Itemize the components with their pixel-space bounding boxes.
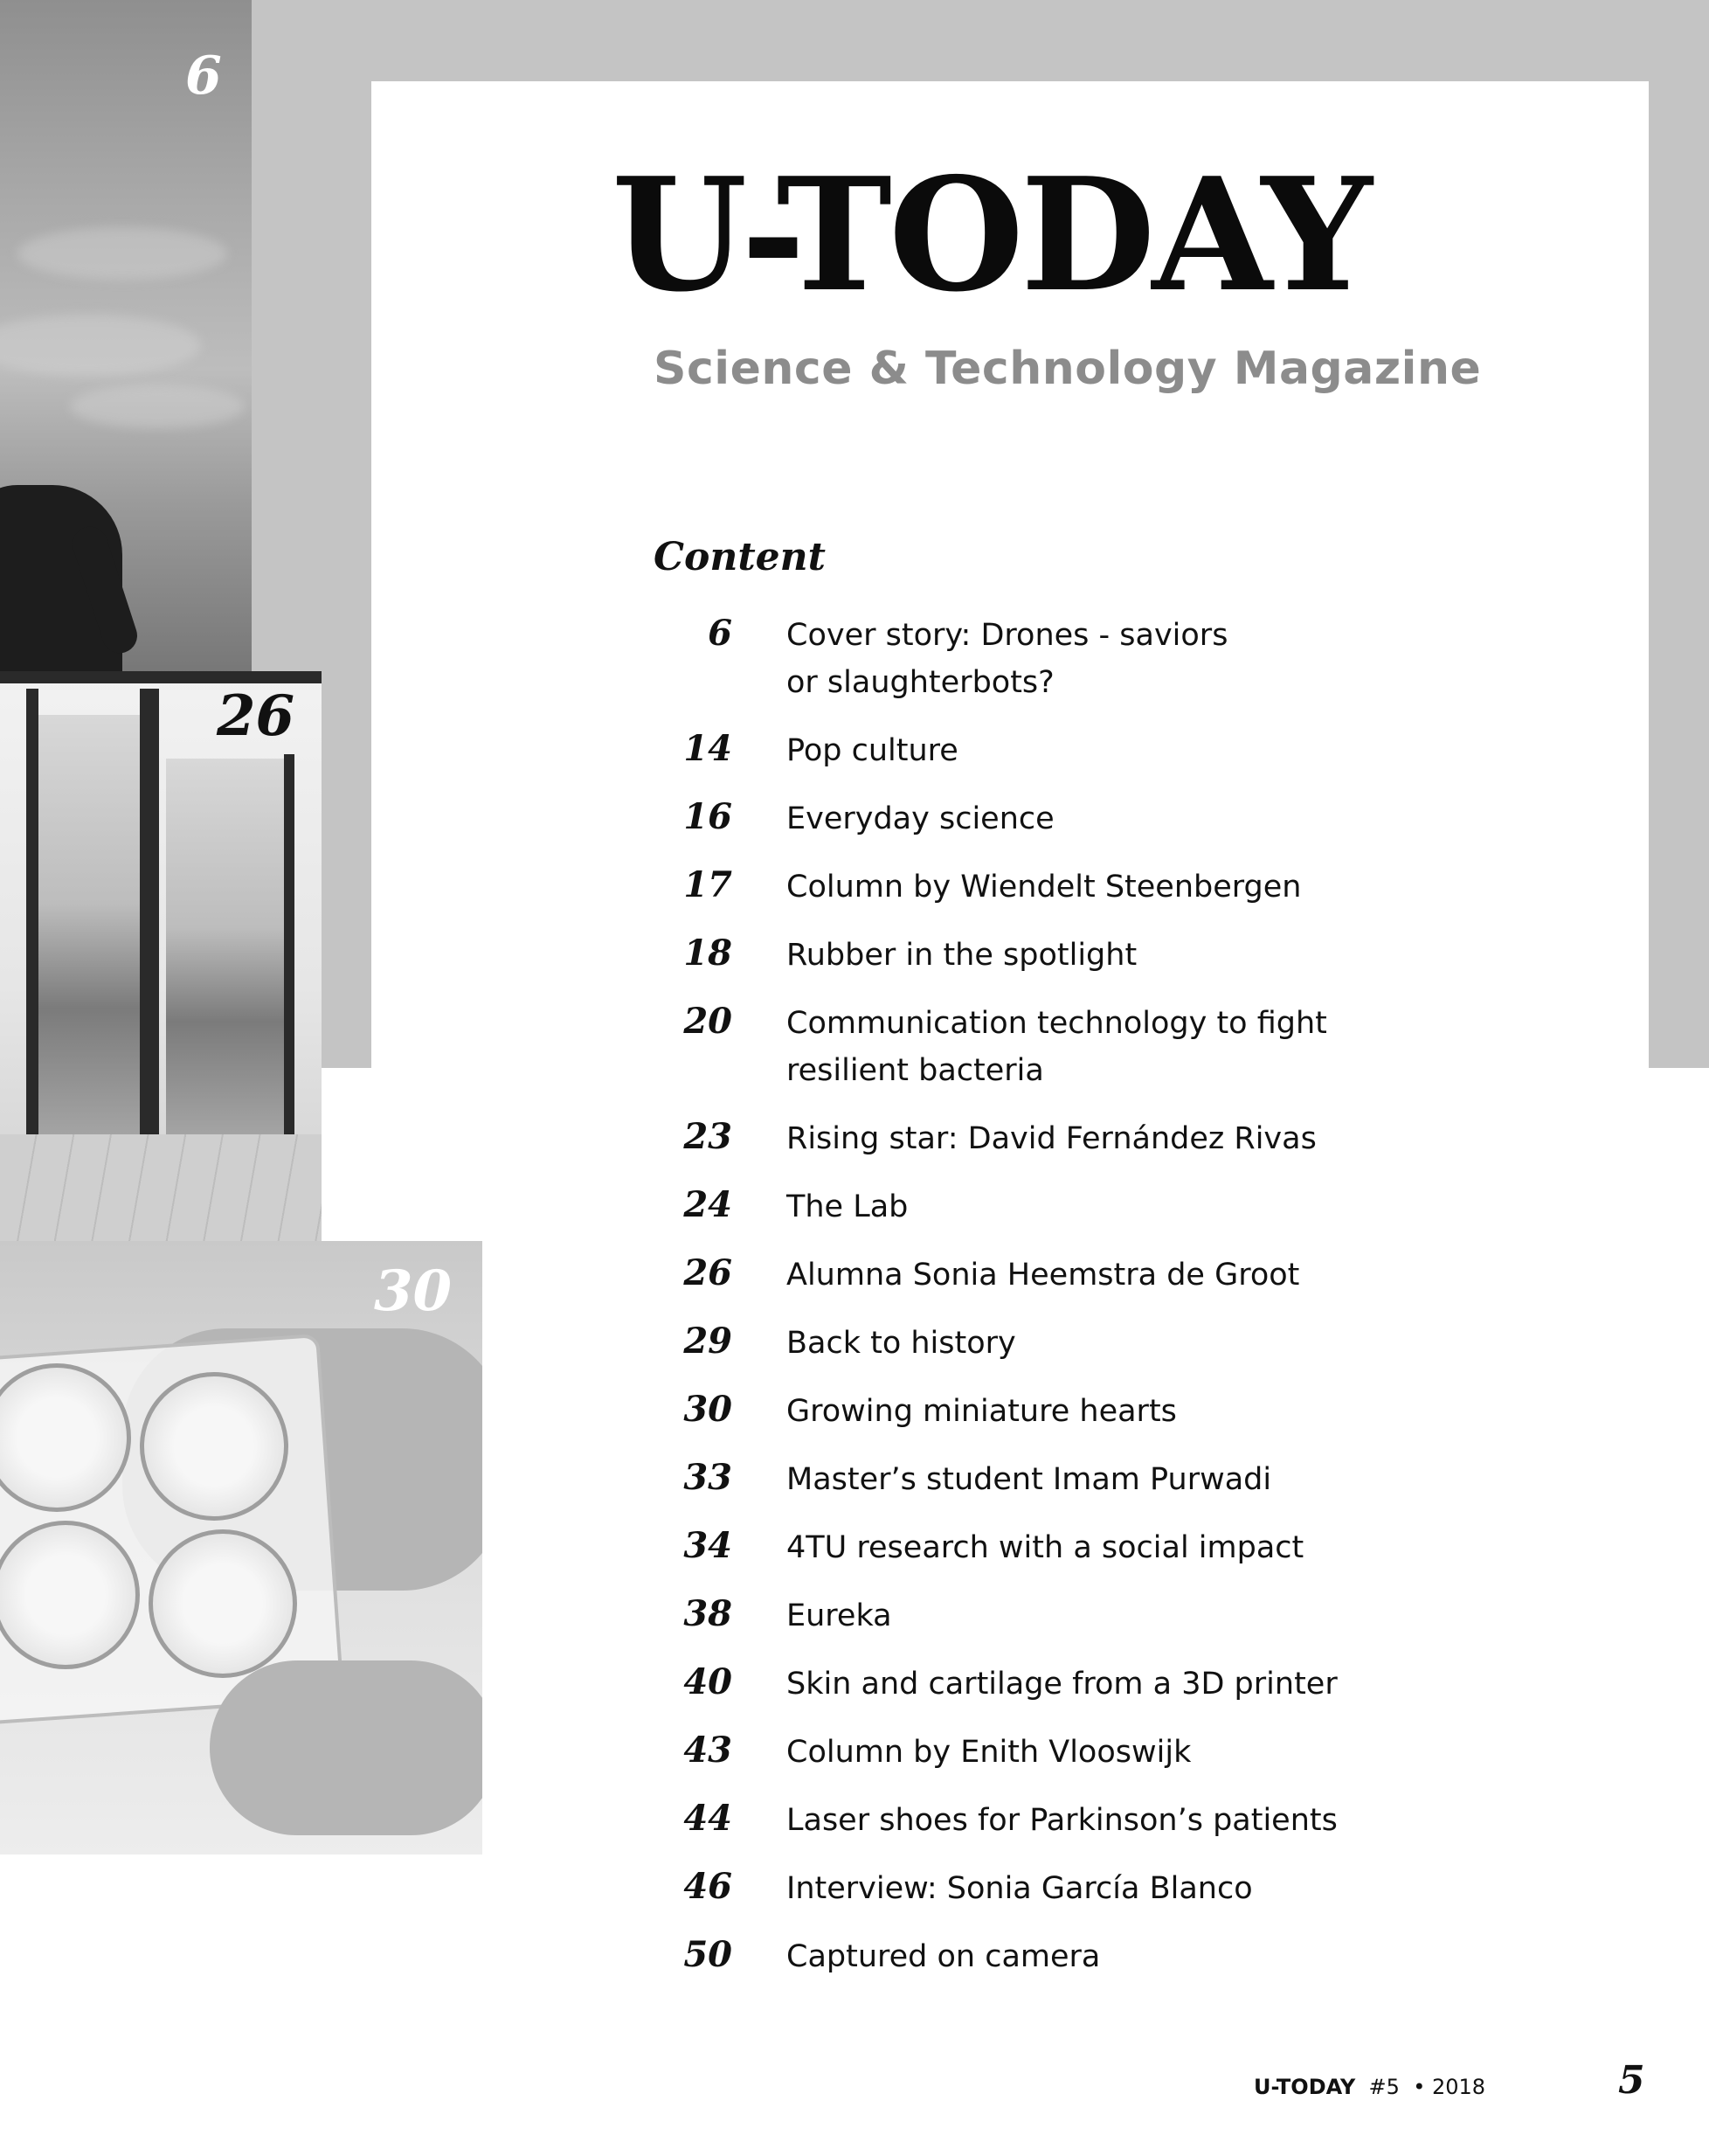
toc-page-number: 16: [683, 796, 732, 837]
toc-item[interactable]: [654, 1115, 1580, 1183]
toc-page-number: 40: [683, 1661, 732, 1702]
toc-item[interactable]: [654, 1183, 1580, 1251]
toc-page-number: 6: [708, 613, 732, 654]
magazine-logo: U-TODAY: [612, 143, 1369, 326]
photo-page-number: 30: [374, 1258, 453, 1324]
photo-page-number: 26: [217, 683, 295, 749]
footer-issue: #5: [1368, 2075, 1400, 2099]
toc-item[interactable]: [654, 1797, 1580, 1865]
toc-title: Growing miniature hearts: [786, 1394, 1177, 1429]
page-footer: [1254, 2075, 1485, 2099]
toc-item[interactable]: [654, 1660, 1580, 1729]
toc-title: Back to history: [786, 1326, 1016, 1361]
toc-item[interactable]: [654, 795, 1580, 863]
toc-page-number: 26: [683, 1252, 732, 1293]
toc-title: Pop culture: [786, 733, 958, 768]
toc-page-number: 18: [683, 932, 732, 974]
toc-item[interactable]: [654, 727, 1580, 795]
toc-title: Alumna Sonia Heemstra de Groot: [786, 1258, 1300, 1293]
content-heading: Content: [654, 535, 826, 579]
toc-item[interactable]: [654, 1933, 1580, 2001]
magazine-tagline: Science & Technology Magazine: [654, 343, 1482, 395]
toc-title: Laser shoes for Parkinson’s patients: [786, 1803, 1338, 1838]
toc-item[interactable]: [654, 1592, 1580, 1660]
photo-page-number: 6: [185, 45, 222, 107]
toc-item[interactable]: [654, 1000, 1580, 1115]
toc-item[interactable]: [654, 1388, 1580, 1456]
toc-title: The Lab: [786, 1189, 909, 1224]
toc-page-number: 43: [683, 1730, 732, 1771]
toc-page-number: 30: [683, 1389, 732, 1430]
toc-page-number: 50: [683, 1934, 732, 1975]
toc-title: Eureka: [786, 1598, 892, 1633]
toc-title: Column by Wiendelt Steenbergen: [786, 870, 1302, 905]
toc-title: Interview: Sonia García Blanco: [786, 1871, 1253, 1906]
toc-item[interactable]: [654, 612, 1580, 727]
toc-item[interactable]: [654, 1524, 1580, 1592]
toc-item[interactable]: [654, 1456, 1580, 1524]
toc-page-number: 20: [683, 1001, 732, 1042]
toc-title: 4TU research with a social impact: [786, 1530, 1304, 1565]
toc-page-number: 24: [683, 1184, 732, 1225]
toc-item[interactable]: [654, 1729, 1580, 1797]
toc-item[interactable]: [654, 932, 1580, 1000]
toc-page-number: 33: [683, 1457, 732, 1498]
toc-page-number: 34: [683, 1525, 732, 1566]
cover-photo-sky: [0, 0, 252, 673]
toc-page-number: 44: [683, 1798, 732, 1839]
toc-item[interactable]: [654, 863, 1580, 932]
toc-page-number: 14: [683, 728, 732, 769]
toc-item[interactable]: [654, 1251, 1580, 1320]
toc-item[interactable]: [654, 1865, 1580, 1933]
toc-title: Everyday science: [786, 801, 1055, 836]
toc-title: Master’s student Imam Purwadi: [786, 1462, 1272, 1497]
toc-page-number: 46: [683, 1866, 732, 1907]
toc-title: Captured on camera: [786, 1939, 1101, 1974]
toc-title: Communication technology to fight resilient bacteria: [786, 1006, 1327, 1089]
table-of-contents: [654, 612, 1580, 2001]
footer-separator: •: [1413, 2075, 1426, 2099]
toc-title: Skin and cartilage from a 3D printer: [786, 1667, 1338, 1702]
toc-page-number: 17: [683, 864, 732, 905]
masthead: [612, 143, 1485, 326]
page-number: 5: [1618, 2058, 1645, 2103]
toc-title: Cover story: Drones - saviors or slaughterbots?: [786, 618, 1228, 701]
feature-photo-building: [0, 671, 322, 1241]
toc-page-number: 38: [683, 1593, 732, 1634]
footer-brand: U-TODAY: [1254, 2075, 1356, 2099]
toc-page-number: 29: [683, 1321, 732, 1362]
toc-title: Rubber in the spotlight: [786, 938, 1138, 973]
toc-title: Rising star: David Fernández Rivas: [786, 1121, 1317, 1156]
feature-photo-lab: [0, 1241, 482, 1854]
toc-title: Column by Enith Vlooswijk: [786, 1735, 1192, 1770]
toc-item[interactable]: [654, 1320, 1580, 1388]
toc-page-number: 23: [683, 1116, 732, 1157]
footer-year: 2018: [1432, 2075, 1486, 2099]
